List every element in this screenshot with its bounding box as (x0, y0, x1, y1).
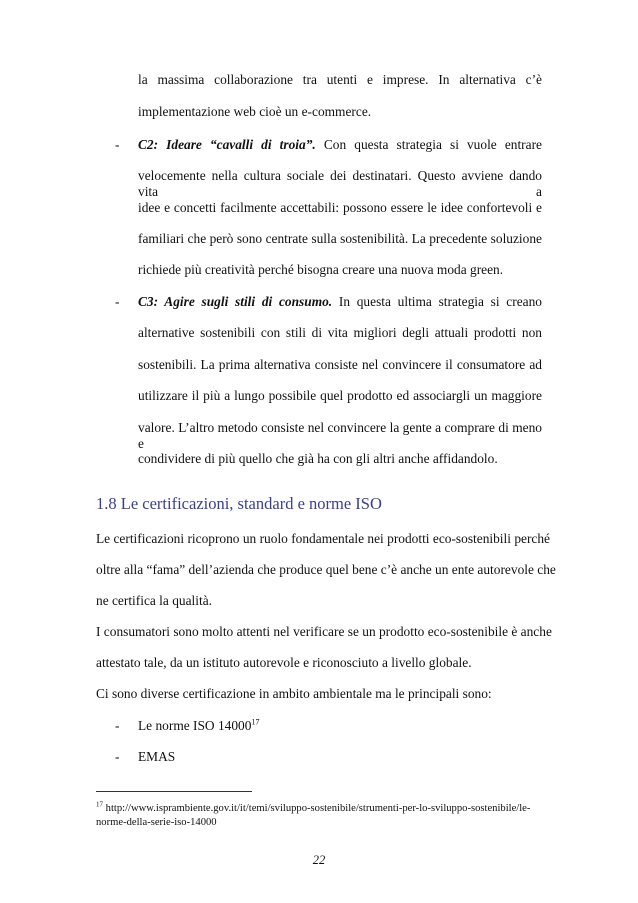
paragraph-line: alternative sostenibili con stili di vita migliori degli attuali prodotti non (138, 325, 542, 340)
paragraph-line: Ci sono diverse certificazione in ambito ambientale ma le principali sono: (96, 686, 492, 701)
footnote-line[interactable] (96, 802, 530, 816)
list-dash: - (115, 294, 120, 309)
c2-title: C2: Ideare “cavalli di troia”. (138, 137, 316, 152)
paragraph-line: richiede più creatività perché bisogna creare una nuova moda green. (138, 262, 504, 277)
paragraph-line: valore. L’altro metodo consiste nel convincere la gente a comprare di meno e (138, 420, 542, 451)
list-item-c3-first-line (138, 294, 542, 310)
section-heading: 1.8 Le certificazioni, standard e norme ISO (96, 494, 382, 513)
paragraph-line: idee e concetti facilmente accettabili: possono essere le idee confortevoli e (138, 200, 542, 215)
page-number: 22 (312, 853, 326, 867)
paragraph-line: la massima collaborazione tra utenti e imprese. In alternativa c’è (138, 72, 542, 87)
c3-title: C3: Agire sugli stili di consumo. (138, 294, 333, 309)
c2-text: Con questa strategia si vuole entrare (323, 137, 542, 152)
paragraph-line: I consumatori sono molto attenti nel verificare se un prodotto eco-sostenibile è anche (96, 624, 552, 639)
list-item-iso (138, 718, 259, 734)
list-dash: - (115, 749, 120, 764)
paragraph-line: sostenibili. La prima alternativa consiste nel convincere il consumatore ad (138, 357, 542, 372)
footnote-ref[interactable]: 17 (251, 717, 260, 727)
list-item-c2-first-line (138, 137, 542, 153)
footnote-separator (96, 791, 252, 792)
list-dash: - (115, 718, 120, 733)
footnote-line[interactable]: norme-della-serie-iso-14000 (96, 817, 217, 828)
paragraph-line: oltre alla “fama” dell’azienda che produce quel bene c’è anche un ente autorevole che (96, 562, 556, 577)
footnote-mark: 17 (96, 800, 103, 809)
c3-text: In questa ultima strategia si creano (338, 294, 542, 309)
footnote-url[interactable]: http://www.isprambiente.gov.it/it/temi/sviluppo-sostenibile/strumenti-per-lo-sviluppo-sostenibile/le- (105, 803, 531, 814)
paragraph-line: attestato tale, da un istituto autorevole e riconosciuto a livello globale. (96, 655, 472, 670)
list-item-text: Le norme ISO 14000 (138, 718, 252, 733)
paragraph-line: implementazione web cioè un e-commerce. (138, 104, 372, 119)
paragraph-line: Le certificazioni ricoprono un ruolo fondamentale nei prodotti eco-sostenibili perché (96, 531, 551, 546)
list-item-emas: EMAS (138, 749, 176, 764)
paragraph-line: ne certifica la qualità. (96, 593, 212, 608)
paragraph-line: utilizzare il più a lungo possibile quel prodotto ed associargli un maggiore (138, 388, 542, 403)
paragraph-line: condividere di più quello che già ha con gli altri anche affidandolo. (138, 451, 498, 466)
paragraph-line: velocemente nella cultura sociale dei destinatari. Questo avviene dando vita a (138, 168, 542, 199)
paragraph-line: familiari che però sono centrate sulla sostenibilità. La precedente soluzione (138, 231, 542, 246)
list-dash: - (115, 137, 120, 152)
